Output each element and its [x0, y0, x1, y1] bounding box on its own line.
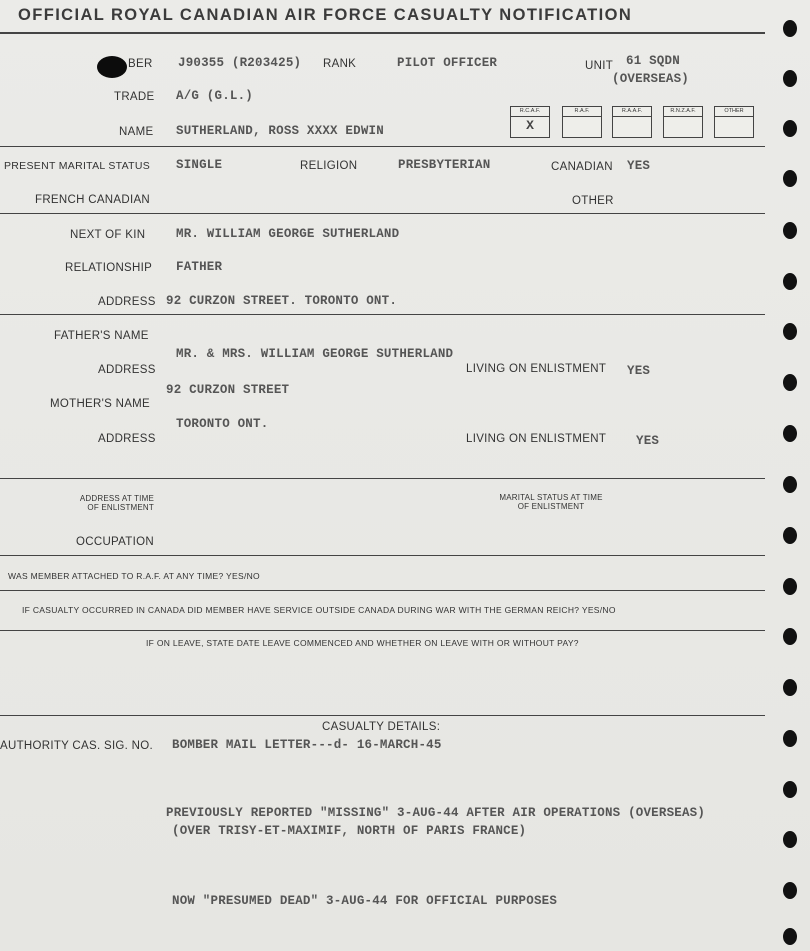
- service-box-rcaf: R.C.A.F. X: [510, 106, 550, 138]
- parents-address-line2: TORONTO ONT.: [176, 417, 269, 431]
- trade-value: A/G (G.L.): [176, 89, 254, 103]
- next-of-kin-value: MR. WILLIAM GEORGE SUTHERLAND: [176, 227, 400, 241]
- punch-hole: [783, 425, 797, 442]
- punch-hole: [783, 928, 797, 945]
- father-address-label: ADDRESS: [98, 364, 156, 376]
- nok-address-value: 92 CURZON STREET. TORONTO ONT.: [166, 294, 398, 308]
- mothers-name-label: MOTHER'S NAME: [50, 398, 151, 410]
- father-living-label: LIVING ON ENLISTMENT: [466, 363, 607, 375]
- service-box-raaf: R.A.A.F.: [612, 106, 652, 138]
- ink-blot: [97, 56, 127, 78]
- service-number-value: J90355 (R203425): [178, 56, 302, 70]
- punch-hole: [783, 70, 797, 87]
- casualty-details-line1: PREVIOUSLY REPORTED "MISSING" 3-AUG-44 AFTER AIR OPERATIONS (OVERSEAS): [166, 806, 706, 820]
- marital-at-enlistment-label-2: OF ENLISTMENT: [517, 502, 585, 511]
- form-title: OFFICIAL ROYAL CANADIAN AIR FORCE CASUALTY NOTIFICATION: [18, 6, 633, 24]
- punch-hole: [783, 20, 797, 37]
- leave-question: IF ON LEAVE, STATE DATE LEAVE COMMENCED AND WHETHER ON LEAVE WITH OR WITHOUT PAY?: [146, 638, 579, 648]
- punch-hole: [783, 679, 797, 696]
- authority-label: AUTHORITY CAS. SIG. NO.: [0, 740, 154, 752]
- mother-living-label: LIVING ON ENLISTMENT: [466, 433, 607, 445]
- divider: [0, 555, 765, 556]
- unit-value-2: (OVERSEAS): [612, 72, 690, 86]
- religion-value: PRESBYTERIAN: [398, 158, 491, 172]
- punch-hole: [783, 476, 797, 493]
- marital-status-label: PRESENT MARITAL STATUS: [4, 160, 151, 172]
- punch-hole: [783, 628, 797, 645]
- parents-address-line1: 92 CURZON STREET: [166, 383, 290, 397]
- authority-value: BOMBER MAIL LETTER---d- 16-MARCH-45: [172, 738, 442, 752]
- divider: [0, 213, 765, 214]
- father-living-value: YES: [627, 364, 651, 378]
- punch-hole: [783, 323, 797, 340]
- nok-address-label: ADDRESS: [98, 296, 156, 308]
- canadian-label: CANADIAN: [551, 161, 613, 173]
- canadian-value: YES: [627, 159, 651, 173]
- occupation-label: OCCUPATION: [76, 536, 154, 548]
- unit-label: UNIT: [585, 60, 614, 72]
- relationship-value: FATHER: [176, 260, 223, 274]
- rank-value: PILOT OFFICER: [397, 56, 498, 70]
- mother-address-label: ADDRESS: [98, 433, 156, 445]
- divider: [0, 32, 765, 34]
- rank-label: RANK: [323, 58, 357, 70]
- relationship-label: RELATIONSHIP: [65, 262, 153, 274]
- divider: [0, 715, 765, 716]
- address-at-enlistment-label-2: OF ENLISTMENT: [87, 503, 154, 512]
- punch-hole: [783, 730, 797, 747]
- divider: [0, 590, 765, 591]
- french-canadian-label: FRENCH CANADIAN: [35, 194, 151, 206]
- service-box-raf: R.A.F.: [562, 106, 602, 138]
- punch-hole: [783, 222, 797, 239]
- marital-at-enlistment-label-1: MARITAL STATUS AT TIME: [499, 493, 603, 502]
- divider: [0, 478, 765, 479]
- name-label: NAME: [119, 126, 154, 138]
- next-of-kin-label: NEXT OF KIN: [70, 229, 146, 241]
- divider: [0, 630, 765, 631]
- fathers-name-value: MR. & MRS. WILLIAM GEORGE SUTHERLAND: [176, 347, 454, 361]
- casualty-details-line3: NOW "PRESUMED DEAD" 3-AUG-44 FOR OFFICIAL PURPOSES: [172, 894, 558, 908]
- casualty-details-heading: CASUALTY DETAILS:: [322, 721, 441, 733]
- number-label: BER: [128, 58, 153, 70]
- punch-hole: [783, 831, 797, 848]
- unit-value: 61 SQDN: [626, 54, 680, 68]
- casualty-details-line2: (OVER TRISY-ET-MAXIMIF, NORTH OF PARIS FRANCE): [172, 824, 527, 838]
- divider: [0, 146, 765, 147]
- fathers-name-label: FATHER'S NAME: [54, 330, 149, 342]
- punch-hole: [783, 273, 797, 290]
- address-at-enlistment-label-1: ADDRESS AT TIME: [79, 494, 154, 503]
- raf-attachment-question: WAS MEMBER ATTACHED TO R.A.F. AT ANY TIME? YES/NO: [8, 571, 260, 581]
- punch-hole: [783, 578, 797, 595]
- religion-label: RELIGION: [300, 160, 358, 172]
- punch-hole: [783, 374, 797, 391]
- service-box-rnzaf: R.N.Z.A.F.: [663, 106, 703, 138]
- punch-hole: [783, 781, 797, 798]
- punch-hole: [783, 882, 797, 899]
- punch-hole: [783, 120, 797, 137]
- divider: [0, 314, 765, 315]
- service-box-other: OTHER: [714, 106, 754, 138]
- marital-status-value: SINGLE: [176, 158, 223, 172]
- trade-label: TRADE: [114, 91, 155, 103]
- service-outside-canada-question: IF CASUALTY OCCURRED IN CANADA DID MEMBER HAVE SERVICE OUTSIDE CANADA DURING WAR WITH THE GERMAN REICH? YES/NO: [22, 605, 616, 615]
- mother-living-value: YES: [636, 434, 660, 448]
- punch-hole: [783, 170, 797, 187]
- name-value: SUTHERLAND, ROSS XXXX EDWIN: [176, 124, 384, 138]
- punch-hole: [783, 527, 797, 544]
- other-label: OTHER: [572, 195, 614, 207]
